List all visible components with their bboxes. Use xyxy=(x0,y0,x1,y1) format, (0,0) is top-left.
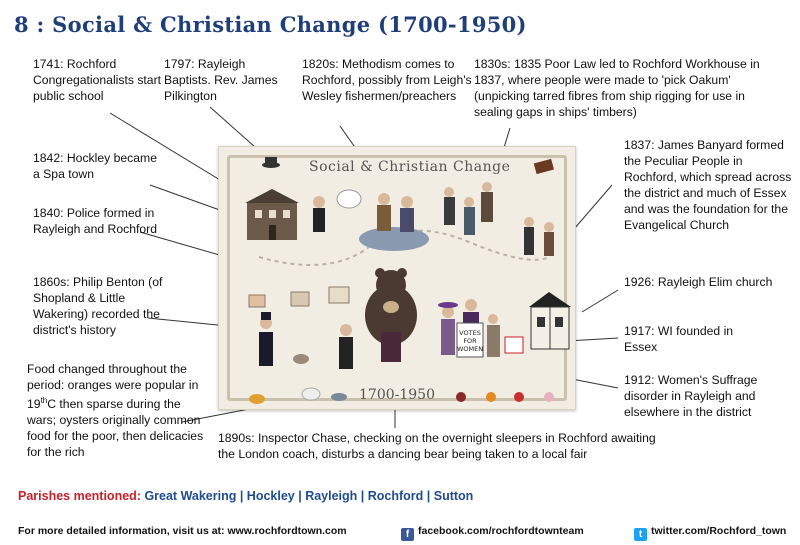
note-1926: 1926: Rayleigh Elim church xyxy=(624,275,773,289)
facebook-icon: f xyxy=(401,528,414,541)
note-1842: 1842: Hockley became a Spa town xyxy=(33,151,157,181)
note-1830s: 1830s: 1835 Poor Law led to Rochford Workhouse in 1837, where people were made to 'pick Oakum' (unpicking tarred fibres from ship rigging for use in sealing gaps in ships' timbers) xyxy=(474,57,760,119)
website-link[interactable]: For more detailed information, visit us at: www.rochfordtown.com xyxy=(18,525,347,537)
elim-church-illustration xyxy=(529,292,571,349)
facebook-url: facebook.com/rochfordtownteam xyxy=(418,525,584,537)
twitter-icon: t xyxy=(634,528,647,541)
twitter-url: twitter.com/Rochford_town xyxy=(651,525,787,537)
note-1797: 1797: Rayleigh Baptists. Rev. James Pilkington xyxy=(164,57,278,103)
note-1820s: 1820s: Methodism comes to Rochford, possibly from Leigh's Wesley fishermen/preachers xyxy=(302,57,472,103)
parishes-mentioned xyxy=(18,489,473,503)
banner-for: FOR xyxy=(463,337,477,345)
note-food xyxy=(27,361,207,460)
note-1837: 1837: James Banyard formed the Peculiar People in Rochford, which spread across the district and much of Essex and was the foundation for the Evangelical Church xyxy=(624,138,792,232)
preachers-illustration xyxy=(313,190,429,251)
note-1890s: 1890s: Inspector Chase, checking on the overnight sleepers in Rochford awaiting the London coach, disturbs a dancing bear being taken to a local fair xyxy=(218,431,656,461)
suffragettes-illustration xyxy=(438,299,500,357)
panel-title: Social & Christian Change xyxy=(309,159,511,175)
food-text-sup: th xyxy=(40,396,48,405)
workhouse-illustration xyxy=(444,182,493,235)
note-1912: 1912: Women's Suffrage disorder in Rayleigh and elsewhere in the district xyxy=(624,373,758,419)
note-1741: 1741: Rochford Congregationalists start public school xyxy=(33,57,162,103)
facebook-link[interactable] xyxy=(401,525,584,541)
parishes-label: Parishes mentioned: xyxy=(18,489,141,503)
twitter-link[interactable] xyxy=(634,525,786,541)
food-text-b: C then sparse during the wars; oysters originally common food for the poor, then delicacies for the rich xyxy=(27,397,204,460)
spa-house-illustration xyxy=(245,189,299,240)
note-1860s: 1860s: Philip Benton (of Shopland & Little Wakering) recorded the district's history xyxy=(33,275,163,337)
dancing-bear-illustration xyxy=(365,268,417,362)
panel-dates: 1700-1950 xyxy=(359,387,435,403)
note-1917: 1917: WI founded in Essex xyxy=(624,324,734,354)
embroidered-panel xyxy=(218,146,576,410)
page-title: 8 : Social & Christian Change (1700-1950) xyxy=(14,12,527,37)
note-1840: 1840: Police formed in Rayleigh and Rochford xyxy=(33,206,157,236)
banner-votes: VOTES xyxy=(459,329,481,337)
parishes-list: Great Wakering | Hockley | Rayleigh | Rochford | Sutton xyxy=(144,489,474,503)
food-text-a: Food changed throughout the period: oranges were popular in 19 xyxy=(27,362,199,412)
banner-women: WOMEN xyxy=(456,345,484,353)
panel-artwork xyxy=(219,147,577,411)
